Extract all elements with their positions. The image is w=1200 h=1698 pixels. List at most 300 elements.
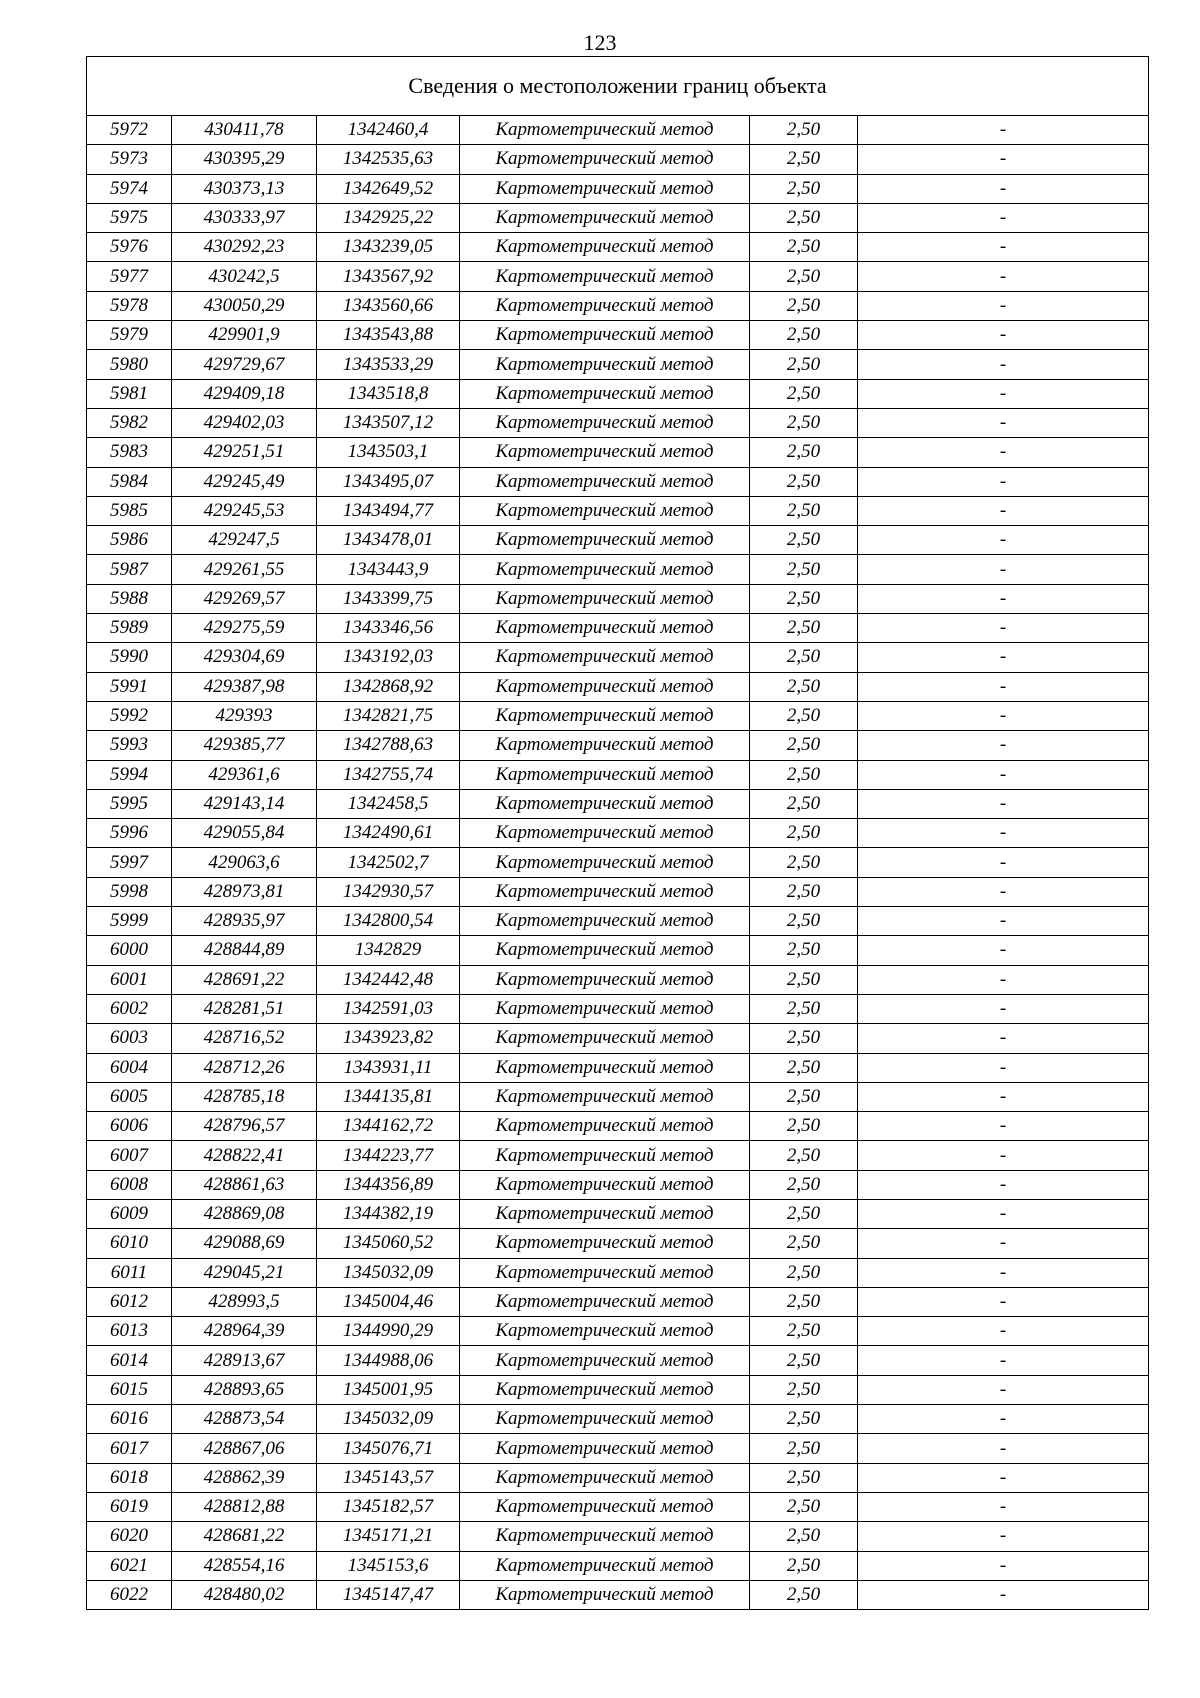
accuracy-cell: 2,50 [750, 1287, 858, 1316]
x-coordinate-cell: 428281,51 [172, 994, 317, 1023]
x-coordinate-cell: 428862,39 [172, 1463, 317, 1492]
table-row [87, 1580, 1149, 1609]
x-coordinate-cell: 428873,54 [172, 1405, 317, 1434]
x-coordinate-cell: 429088,69 [172, 1229, 317, 1258]
table-row [87, 1287, 1149, 1316]
table-row [87, 1258, 1149, 1287]
method-cell: Картометрический метод [460, 1229, 750, 1258]
table-row [87, 262, 1149, 291]
table-body [87, 57, 1149, 1610]
page-number: 123 [583, 30, 617, 55]
method-cell: Картометрический метод [460, 1522, 750, 1551]
y-coordinate-cell: 1345004,46 [317, 1287, 460, 1316]
y-coordinate-cell: 1342755,74 [317, 760, 460, 789]
accuracy-cell: 2,50 [750, 203, 858, 232]
point-number-cell: 5974 [87, 174, 172, 203]
x-coordinate-cell: 428973,81 [172, 877, 317, 906]
y-coordinate-cell: 1345032,09 [317, 1258, 460, 1287]
x-coordinate-cell: 430333,97 [172, 203, 317, 232]
y-coordinate-cell: 1342800,54 [317, 907, 460, 936]
description-cell: - [858, 1199, 1149, 1228]
accuracy-cell: 2,50 [750, 1405, 858, 1434]
x-coordinate-cell: 428716,52 [172, 1024, 317, 1053]
x-coordinate-cell: 429901,9 [172, 321, 317, 350]
method-cell: Картометрический метод [460, 1317, 750, 1346]
description-cell: - [858, 1170, 1149, 1199]
table-title: Сведения о местоположении границ объекта [87, 57, 1149, 116]
method-cell: Картометрический метод [460, 438, 750, 467]
table-row [87, 1463, 1149, 1492]
point-number-cell: 5991 [87, 672, 172, 701]
point-number-cell: 5986 [87, 526, 172, 555]
y-coordinate-cell: 1343518,8 [317, 379, 460, 408]
table-row [87, 1112, 1149, 1141]
table-row [87, 877, 1149, 906]
x-coordinate-cell: 428893,65 [172, 1375, 317, 1404]
point-number-cell: 6016 [87, 1405, 172, 1434]
description-cell: - [858, 1405, 1149, 1434]
method-cell: Картометрический метод [460, 408, 750, 437]
accuracy-cell: 2,50 [750, 1551, 858, 1580]
description-cell: - [858, 936, 1149, 965]
accuracy-cell: 2,50 [750, 1170, 858, 1199]
point-number-cell: 6013 [87, 1317, 172, 1346]
accuracy-cell: 2,50 [750, 1317, 858, 1346]
point-number-cell: 6003 [87, 1024, 172, 1053]
description-cell: - [858, 291, 1149, 320]
description-cell: - [858, 174, 1149, 203]
boundary-coordinates-table [86, 56, 1149, 1610]
x-coordinate-cell: 428681,22 [172, 1522, 317, 1551]
y-coordinate-cell: 1343923,82 [317, 1024, 460, 1053]
method-cell: Картометрический метод [460, 1463, 750, 1492]
point-number-cell: 6021 [87, 1551, 172, 1580]
y-coordinate-cell: 1343443,9 [317, 555, 460, 584]
x-coordinate-cell: 430411,78 [172, 116, 317, 145]
accuracy-cell: 2,50 [750, 1434, 858, 1463]
table-row [87, 965, 1149, 994]
description-cell: - [858, 526, 1149, 555]
point-number-cell: 6007 [87, 1141, 172, 1170]
table-row [87, 174, 1149, 203]
point-number-cell: 5994 [87, 760, 172, 789]
point-number-cell: 5976 [87, 233, 172, 262]
table-row [87, 614, 1149, 643]
y-coordinate-cell: 1343567,92 [317, 262, 460, 291]
method-cell: Картометрический метод [460, 1170, 750, 1199]
accuracy-cell: 2,50 [750, 643, 858, 672]
y-coordinate-cell: 1342458,5 [317, 789, 460, 818]
method-cell: Картометрический метод [460, 1141, 750, 1170]
accuracy-cell: 2,50 [750, 321, 858, 350]
accuracy-cell: 2,50 [750, 1258, 858, 1287]
x-coordinate-cell: 429247,5 [172, 526, 317, 555]
y-coordinate-cell: 1343239,05 [317, 233, 460, 262]
point-number-cell: 6001 [87, 965, 172, 994]
description-cell: - [858, 760, 1149, 789]
method-cell: Картометрический метод [460, 350, 750, 379]
accuracy-cell: 2,50 [750, 1375, 858, 1404]
point-number-cell: 5981 [87, 379, 172, 408]
table-row [87, 1317, 1149, 1346]
description-cell: - [858, 584, 1149, 613]
point-number-cell: 5977 [87, 262, 172, 291]
x-coordinate-cell: 429385,77 [172, 731, 317, 760]
method-cell: Картометрический метод [460, 1346, 750, 1375]
accuracy-cell: 2,50 [750, 789, 858, 818]
x-coordinate-cell: 428480,02 [172, 1580, 317, 1609]
description-cell: - [858, 408, 1149, 437]
accuracy-cell: 2,50 [750, 1522, 858, 1551]
table-row [87, 1492, 1149, 1521]
point-number-cell: 5975 [87, 203, 172, 232]
description-cell: - [858, 496, 1149, 525]
x-coordinate-cell: 428913,67 [172, 1346, 317, 1375]
method-cell: Картометрический метод [460, 1492, 750, 1521]
x-coordinate-cell: 429409,18 [172, 379, 317, 408]
x-coordinate-cell: 428796,57 [172, 1112, 317, 1141]
point-number-cell: 5978 [87, 291, 172, 320]
y-coordinate-cell: 1342591,03 [317, 994, 460, 1023]
accuracy-cell: 2,50 [750, 672, 858, 701]
accuracy-cell: 2,50 [750, 848, 858, 877]
point-number-cell: 6020 [87, 1522, 172, 1551]
method-cell: Картометрический метод [460, 174, 750, 203]
table-row [87, 1405, 1149, 1434]
y-coordinate-cell: 1344988,06 [317, 1346, 460, 1375]
point-number-cell: 5989 [87, 614, 172, 643]
x-coordinate-cell: 428867,06 [172, 1434, 317, 1463]
y-coordinate-cell: 1343399,75 [317, 584, 460, 613]
point-number-cell: 5990 [87, 643, 172, 672]
y-coordinate-cell: 1345143,57 [317, 1463, 460, 1492]
description-cell: - [858, 1053, 1149, 1082]
y-coordinate-cell: 1342490,61 [317, 819, 460, 848]
method-cell: Картометрический метод [460, 526, 750, 555]
x-coordinate-cell: 429393 [172, 701, 317, 730]
description-cell: - [858, 116, 1149, 145]
method-cell: Картометрический метод [460, 1024, 750, 1053]
x-coordinate-cell: 430373,13 [172, 174, 317, 203]
x-coordinate-cell: 428554,16 [172, 1551, 317, 1580]
x-coordinate-cell: 428869,08 [172, 1199, 317, 1228]
method-cell: Картометрический метод [460, 1434, 750, 1463]
table-row [87, 203, 1149, 232]
description-cell: - [858, 1434, 1149, 1463]
description-cell: - [858, 907, 1149, 936]
description-cell: - [858, 614, 1149, 643]
x-coordinate-cell: 428712,26 [172, 1053, 317, 1082]
accuracy-cell: 2,50 [750, 1082, 858, 1111]
method-cell: Картометрический метод [460, 936, 750, 965]
x-coordinate-cell: 429269,57 [172, 584, 317, 613]
y-coordinate-cell: 1342821,75 [317, 701, 460, 730]
accuracy-cell: 2,50 [750, 936, 858, 965]
accuracy-cell: 2,50 [750, 496, 858, 525]
accuracy-cell: 2,50 [750, 438, 858, 467]
y-coordinate-cell: 1343478,01 [317, 526, 460, 555]
point-number-cell: 5992 [87, 701, 172, 730]
description-cell: - [858, 1112, 1149, 1141]
table-row [87, 1024, 1149, 1053]
x-coordinate-cell: 430242,5 [172, 262, 317, 291]
description-cell: - [858, 994, 1149, 1023]
description-cell: - [858, 701, 1149, 730]
point-number-cell: 5982 [87, 408, 172, 437]
table-row [87, 789, 1149, 818]
method-cell: Картометрический метод [460, 1082, 750, 1111]
accuracy-cell: 2,50 [750, 145, 858, 174]
table-row [87, 907, 1149, 936]
point-number-cell: 6002 [87, 994, 172, 1023]
table-row [87, 819, 1149, 848]
x-coordinate-cell: 429387,98 [172, 672, 317, 701]
table-row [87, 291, 1149, 320]
x-coordinate-cell: 428785,18 [172, 1082, 317, 1111]
description-cell: - [858, 731, 1149, 760]
x-coordinate-cell: 429402,03 [172, 408, 317, 437]
x-coordinate-cell: 429729,67 [172, 350, 317, 379]
method-cell: Картометрический метод [460, 1199, 750, 1228]
x-coordinate-cell: 430395,29 [172, 145, 317, 174]
y-coordinate-cell: 1342649,52 [317, 174, 460, 203]
y-coordinate-cell: 1342535,63 [317, 145, 460, 174]
accuracy-cell: 2,50 [750, 350, 858, 379]
point-number-cell: 5985 [87, 496, 172, 525]
point-number-cell: 6015 [87, 1375, 172, 1404]
method-cell: Картометрический метод [460, 379, 750, 408]
x-coordinate-cell: 428822,41 [172, 1141, 317, 1170]
description-cell: - [858, 233, 1149, 262]
point-number-cell: 6011 [87, 1258, 172, 1287]
x-coordinate-cell: 429361,6 [172, 760, 317, 789]
method-cell: Картометрический метод [460, 555, 750, 584]
table-row [87, 116, 1149, 145]
accuracy-cell: 2,50 [750, 467, 858, 496]
accuracy-cell: 2,50 [750, 965, 858, 994]
accuracy-cell: 2,50 [750, 1463, 858, 1492]
description-cell: - [858, 350, 1149, 379]
table-title-row [87, 57, 1149, 116]
accuracy-cell: 2,50 [750, 1492, 858, 1521]
method-cell: Картометрический метод [460, 848, 750, 877]
method-cell: Картометрический метод [460, 1258, 750, 1287]
description-cell: - [858, 1082, 1149, 1111]
method-cell: Картометрический метод [460, 496, 750, 525]
y-coordinate-cell: 1345147,47 [317, 1580, 460, 1609]
y-coordinate-cell: 1343495,07 [317, 467, 460, 496]
table-row [87, 936, 1149, 965]
point-number-cell: 6022 [87, 1580, 172, 1609]
accuracy-cell: 2,50 [750, 819, 858, 848]
description-cell: - [858, 1258, 1149, 1287]
y-coordinate-cell: 1345001,95 [317, 1375, 460, 1404]
x-coordinate-cell: 428935,97 [172, 907, 317, 936]
point-number-cell: 6010 [87, 1229, 172, 1258]
table-row [87, 1053, 1149, 1082]
accuracy-cell: 2,50 [750, 1024, 858, 1053]
table-row [87, 467, 1149, 496]
accuracy-cell: 2,50 [750, 877, 858, 906]
table-row [87, 1346, 1149, 1375]
x-coordinate-cell: 429143,14 [172, 789, 317, 818]
point-number-cell: 5993 [87, 731, 172, 760]
description-cell: - [858, 965, 1149, 994]
method-cell: Картометрический метод [460, 233, 750, 262]
table-row [87, 760, 1149, 789]
description-cell: - [858, 1346, 1149, 1375]
table-row [87, 1170, 1149, 1199]
x-coordinate-cell: 429245,49 [172, 467, 317, 496]
x-coordinate-cell: 428812,88 [172, 1492, 317, 1521]
table-row [87, 555, 1149, 584]
method-cell: Картометрический метод [460, 1287, 750, 1316]
method-cell: Картометрический метод [460, 203, 750, 232]
description-cell: - [858, 1463, 1149, 1492]
method-cell: Картометрический метод [460, 262, 750, 291]
table-row [87, 145, 1149, 174]
table-row [87, 408, 1149, 437]
point-number-cell: 5997 [87, 848, 172, 877]
description-cell: - [858, 1551, 1149, 1580]
description-cell: - [858, 1229, 1149, 1258]
table-row [87, 379, 1149, 408]
method-cell: Картометрический метод [460, 1405, 750, 1434]
point-number-cell: 5999 [87, 907, 172, 936]
y-coordinate-cell: 1344990,29 [317, 1317, 460, 1346]
description-cell: - [858, 379, 1149, 408]
x-coordinate-cell: 428964,39 [172, 1317, 317, 1346]
point-number-cell: 6004 [87, 1053, 172, 1082]
method-cell: Картометрический метод [460, 1580, 750, 1609]
table-row [87, 701, 1149, 730]
point-number-cell: 5973 [87, 145, 172, 174]
y-coordinate-cell: 1343507,12 [317, 408, 460, 437]
method-cell: Картометрический метод [460, 116, 750, 145]
accuracy-cell: 2,50 [750, 526, 858, 555]
method-cell: Картометрический метод [460, 965, 750, 994]
accuracy-cell: 2,50 [750, 584, 858, 613]
x-coordinate-cell: 430050,29 [172, 291, 317, 320]
point-number-cell: 5995 [87, 789, 172, 818]
y-coordinate-cell: 1343533,29 [317, 350, 460, 379]
table-row [87, 1375, 1149, 1404]
y-coordinate-cell: 1345032,09 [317, 1405, 460, 1434]
x-coordinate-cell: 429251,51 [172, 438, 317, 467]
accuracy-cell: 2,50 [750, 174, 858, 203]
table-row [87, 321, 1149, 350]
table-row [87, 526, 1149, 555]
table-row [87, 1141, 1149, 1170]
y-coordinate-cell: 1342502,7 [317, 848, 460, 877]
y-coordinate-cell: 1344162,72 [317, 1112, 460, 1141]
description-cell: - [858, 819, 1149, 848]
y-coordinate-cell: 1345171,21 [317, 1522, 460, 1551]
table-row [87, 731, 1149, 760]
method-cell: Картометрический метод [460, 467, 750, 496]
accuracy-cell: 2,50 [750, 1346, 858, 1375]
table-row [87, 848, 1149, 877]
accuracy-cell: 2,50 [750, 907, 858, 936]
table-row [87, 1551, 1149, 1580]
description-cell: - [858, 467, 1149, 496]
accuracy-cell: 2,50 [750, 291, 858, 320]
description-cell: - [858, 848, 1149, 877]
x-coordinate-cell: 429045,21 [172, 1258, 317, 1287]
accuracy-cell: 2,50 [750, 1141, 858, 1170]
point-number-cell: 5996 [87, 819, 172, 848]
x-coordinate-cell: 429063,6 [172, 848, 317, 877]
accuracy-cell: 2,50 [750, 731, 858, 760]
method-cell: Картометрический метод [460, 145, 750, 174]
description-cell: - [858, 321, 1149, 350]
description-cell: - [858, 1580, 1149, 1609]
method-cell: Картометрический метод [460, 291, 750, 320]
point-number-cell: 6008 [87, 1170, 172, 1199]
point-number-cell: 5983 [87, 438, 172, 467]
method-cell: Картометрический метод [460, 614, 750, 643]
point-number-cell: 6006 [87, 1112, 172, 1141]
accuracy-cell: 2,50 [750, 262, 858, 291]
method-cell: Картометрический метод [460, 321, 750, 350]
y-coordinate-cell: 1343560,66 [317, 291, 460, 320]
accuracy-cell: 2,50 [750, 1580, 858, 1609]
point-number-cell: 6000 [87, 936, 172, 965]
accuracy-cell: 2,50 [750, 701, 858, 730]
table-row [87, 1434, 1149, 1463]
y-coordinate-cell: 1343931,11 [317, 1053, 460, 1082]
table-row [87, 350, 1149, 379]
description-cell: - [858, 643, 1149, 672]
description-cell: - [858, 789, 1149, 818]
method-cell: Картометрический метод [460, 994, 750, 1023]
method-cell: Картометрический метод [460, 789, 750, 818]
accuracy-cell: 2,50 [750, 1229, 858, 1258]
point-number-cell: 6012 [87, 1287, 172, 1316]
x-coordinate-cell: 428993,5 [172, 1287, 317, 1316]
description-cell: - [858, 555, 1149, 584]
description-cell: - [858, 1287, 1149, 1316]
point-number-cell: 6017 [87, 1434, 172, 1463]
y-coordinate-cell: 1344356,89 [317, 1170, 460, 1199]
y-coordinate-cell: 1343494,77 [317, 496, 460, 525]
table-row [87, 1522, 1149, 1551]
method-cell: Картометрический метод [460, 819, 750, 848]
table-row [87, 1199, 1149, 1228]
description-cell: - [858, 1024, 1149, 1053]
description-cell: - [858, 262, 1149, 291]
point-number-cell: 6009 [87, 1199, 172, 1228]
y-coordinate-cell: 1344135,81 [317, 1082, 460, 1111]
y-coordinate-cell: 1343346,56 [317, 614, 460, 643]
method-cell: Картометрический метод [460, 731, 750, 760]
table-row [87, 1229, 1149, 1258]
method-cell: Картометрический метод [460, 907, 750, 936]
point-number-cell: 6014 [87, 1346, 172, 1375]
description-cell: - [858, 1492, 1149, 1521]
x-coordinate-cell: 429275,59 [172, 614, 317, 643]
x-coordinate-cell: 429304,69 [172, 643, 317, 672]
accuracy-cell: 2,50 [750, 408, 858, 437]
accuracy-cell: 2,50 [750, 760, 858, 789]
method-cell: Картометрический метод [460, 643, 750, 672]
point-number-cell: 5980 [87, 350, 172, 379]
y-coordinate-cell: 1343503,1 [317, 438, 460, 467]
accuracy-cell: 2,50 [750, 994, 858, 1023]
accuracy-cell: 2,50 [750, 1112, 858, 1141]
y-coordinate-cell: 1342788,63 [317, 731, 460, 760]
y-coordinate-cell: 1345060,52 [317, 1229, 460, 1258]
